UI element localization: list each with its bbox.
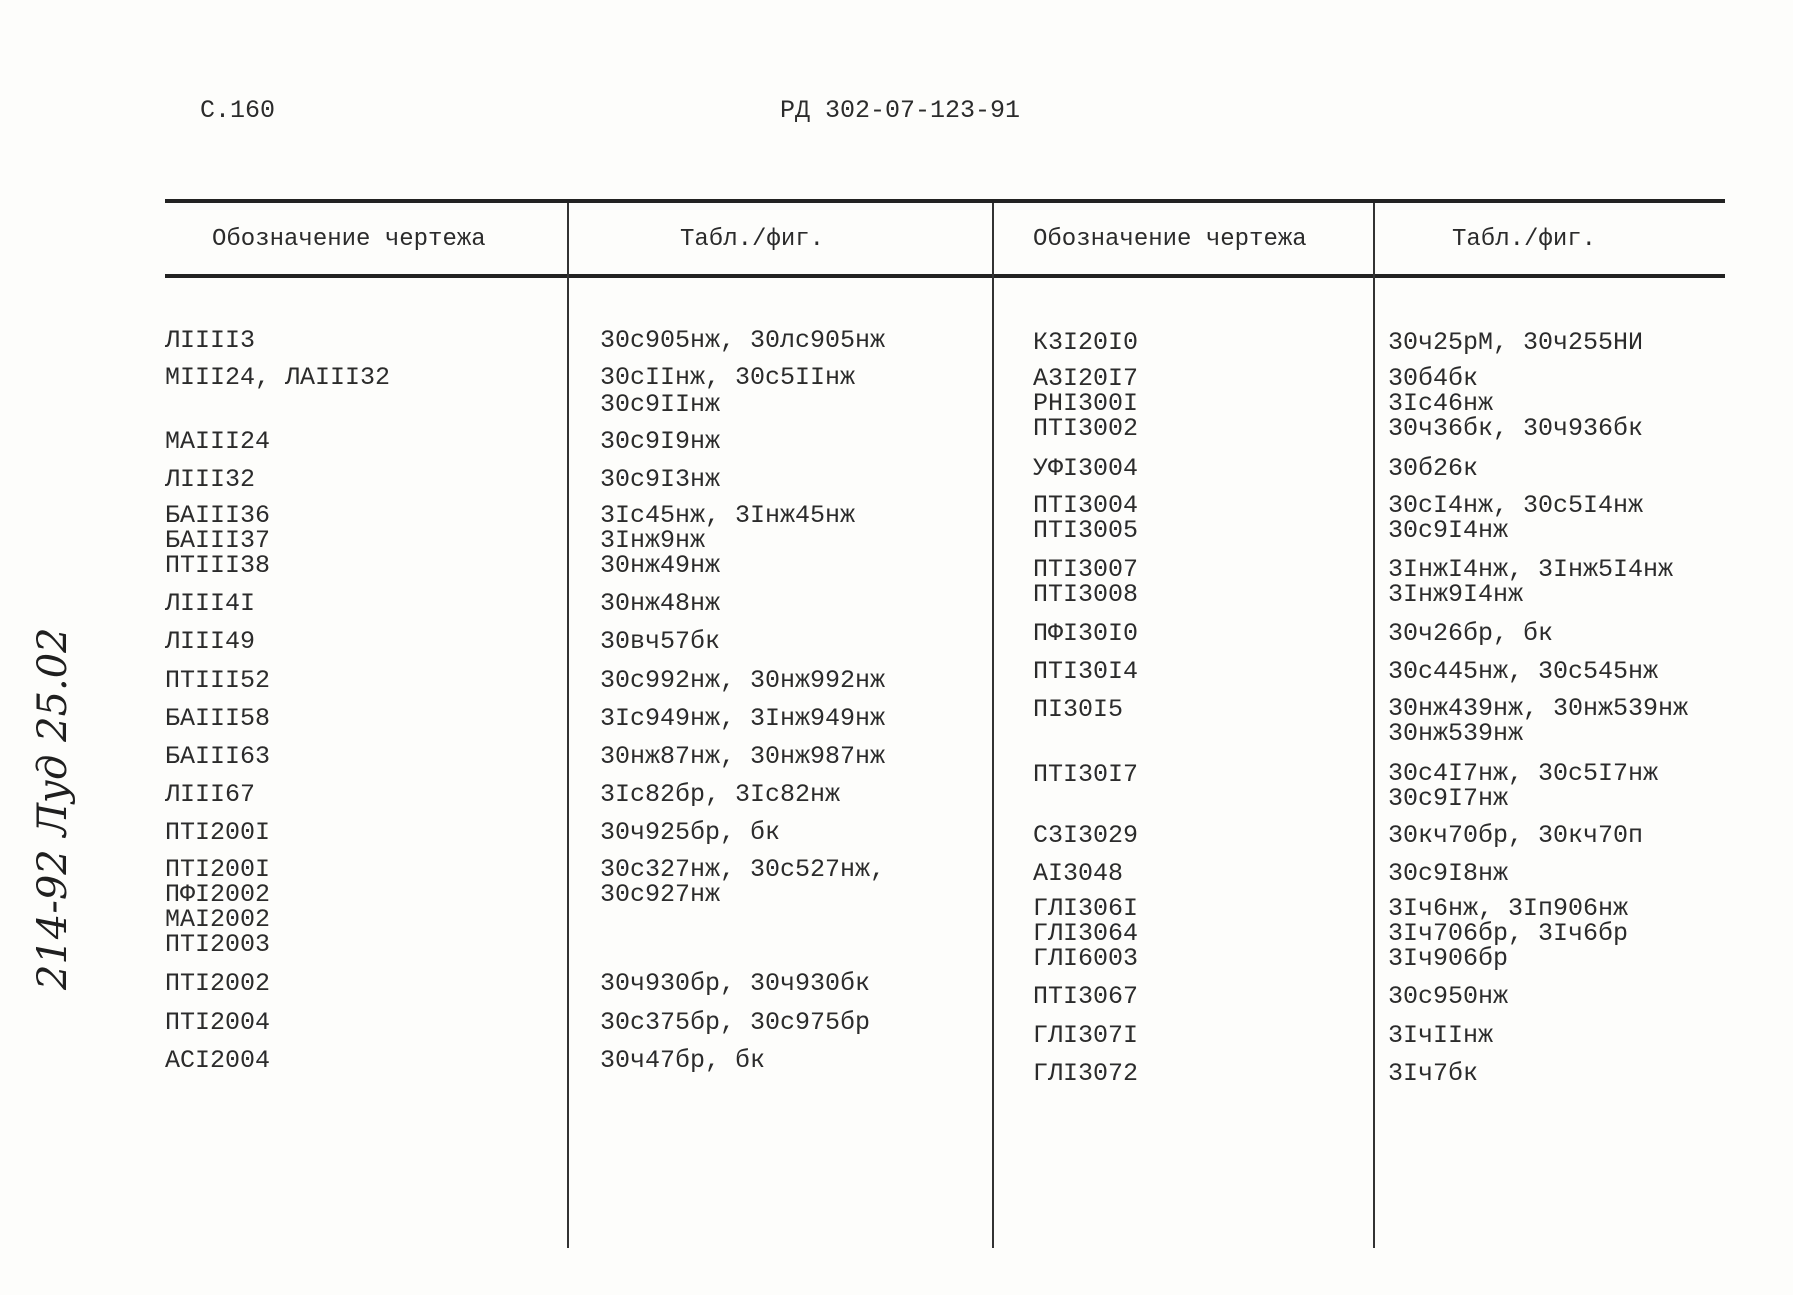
handwritten-margin-note: 214-92 Луд 25.02 <box>30 627 76 990</box>
drawing-code: ЛIII49 <box>165 627 256 656</box>
table-ref: 30ч47бр, бк <box>600 1046 766 1075</box>
table-ref: 30нж48нж <box>600 589 721 618</box>
drawing-code: МАIII24 <box>165 427 271 456</box>
drawing-code: ПТI30I4 <box>1033 657 1139 686</box>
drawing-code: ПТI2004 <box>165 1008 271 1037</box>
table-ref: 30сIIнж, 30с5IIнж 30с9IIнж <box>600 363 856 419</box>
drawing-code: БАIII58 <box>165 704 271 733</box>
drawing-code: ЛIIII3 <box>165 326 256 355</box>
table-header-rule <box>165 274 1725 278</box>
table-ref: 30нж439нж, 30нж539нж 30нж539нж <box>1388 694 1689 748</box>
column-divider-2 <box>992 203 994 1248</box>
drawing-code: УФI3004 <box>1033 454 1139 483</box>
drawing-code: ПТI30I7 <box>1033 760 1139 789</box>
table-ref: 30с4I7нж, 30с5I7нж 30с9I7нж <box>1388 759 1659 813</box>
table-ref: 30с950нж <box>1388 982 1509 1011</box>
drawing-code: ЛIII4I <box>165 589 256 618</box>
table-ref: 30с9I3нж <box>600 465 721 494</box>
drawing-code: ЛIII32 <box>165 465 256 494</box>
drawing-code: АСI2004 <box>165 1046 271 1075</box>
table-ref: 30с9I9нж <box>600 427 721 456</box>
table-ref: 30вч57бк <box>600 627 721 656</box>
column-header-ref-left: Табл./фиг. <box>680 226 825 253</box>
drawing-code: ПТI3067 <box>1033 982 1139 1011</box>
table-ref: 30ч26бр, бк <box>1388 619 1554 648</box>
drawing-code: К3I20I0 <box>1033 328 1139 357</box>
column-divider-3 <box>1373 203 1375 1248</box>
drawing-code: ПФI30I0 <box>1033 619 1139 648</box>
table-ref: 30б26к <box>1388 454 1479 483</box>
table-ref: 30ч930бр, 30ч930бк <box>600 969 871 998</box>
column-divider-1 <box>567 203 569 1248</box>
drawing-code: МIII24, ЛАIII32 <box>165 363 391 392</box>
table-ref: 30с445нж, 30с545нж <box>1388 657 1659 686</box>
table-top-rule <box>165 199 1725 203</box>
table-ref: 3Iч6нж, 3Iп906нж 3Iч706бр, 3Iч6бр 3Iч906бр <box>1388 894 1629 973</box>
column-header-drawing-left: Обозначение чертежа <box>212 226 486 253</box>
table-ref: 3Iс45нж, 3Iнж45нж 3Iнж9нж 30нж49нж <box>600 501 856 580</box>
table-ref: 30нж87нж, 30нж987нж <box>600 742 886 771</box>
table-ref: 3IнжI4нж, 3Iнж5I4нж 3Iнж9I4нж <box>1388 555 1674 609</box>
drawing-code: ГЛI306I ГЛI3064 ГЛI6003 <box>1033 894 1139 973</box>
drawing-code: БАIII63 <box>165 742 271 771</box>
document-code: РД 302-07-123-91 <box>780 96 1021 125</box>
table-ref: 30с375бр, 30с975бр <box>600 1008 871 1037</box>
drawing-code: ЛIII67 <box>165 780 256 809</box>
drawing-code: АI3048 <box>1033 859 1124 888</box>
drawing-code: ПТI200I <box>165 818 271 847</box>
table-ref: 30б4бк 3Iс46нж 30ч36бк, 30ч936бк <box>1388 364 1644 443</box>
drawing-code: ГЛI3072 <box>1033 1059 1139 1088</box>
drawing-code: ПТI200I ПФI2002 МАI2002 ПТI2003 <box>165 855 271 959</box>
table-ref: 3Iч7бк <box>1388 1059 1479 1088</box>
table-ref: 30ч25рМ, 30ч255НИ <box>1388 328 1644 357</box>
column-header-ref-right: Табл./фиг. <box>1452 226 1597 253</box>
drawing-code: ПТI3007 ПТI3008 <box>1033 555 1139 609</box>
table-ref: 3Iс949нж, 3Iнж949нж <box>600 704 886 733</box>
table-ref: 30ч925бр, бк <box>600 818 781 847</box>
column-header-drawing-right: Обозначение чертежа <box>1033 226 1307 253</box>
drawing-code: С3I3029 <box>1033 821 1139 850</box>
table-ref: 30с905нж, 30лс905нж <box>600 326 886 355</box>
drawing-code: ПТIII52 <box>165 666 271 695</box>
table-ref: 30с992нж, 30нж992нж <box>600 666 886 695</box>
drawing-code: ПI30I5 <box>1033 695 1124 724</box>
page-number: С.160 <box>200 96 276 125</box>
table-ref: 3Iс82бр, 3Iс82нж <box>600 780 841 809</box>
drawing-code: ГЛI307I <box>1033 1021 1139 1050</box>
drawing-code: ПТI3004 ПТI3005 <box>1033 491 1139 545</box>
table-ref: 30с9I8нж <box>1388 859 1509 888</box>
table-ref: 30с327нж, 30с527нж, 30с927нж <box>600 855 886 909</box>
table-ref: 30кч70бр, 30кч70п <box>1388 821 1644 850</box>
drawing-code: БАIII36 БАIII37 ПТIII38 <box>165 501 271 580</box>
table-ref: 30сI4нж, 30с5I4нж 30с9I4нж <box>1388 491 1644 545</box>
table-ref: 3IчIIнж <box>1388 1021 1494 1050</box>
drawing-code: А3I20I7 РНI300I ПТI3002 <box>1033 364 1139 443</box>
drawing-code: ПТI2002 <box>165 969 271 998</box>
